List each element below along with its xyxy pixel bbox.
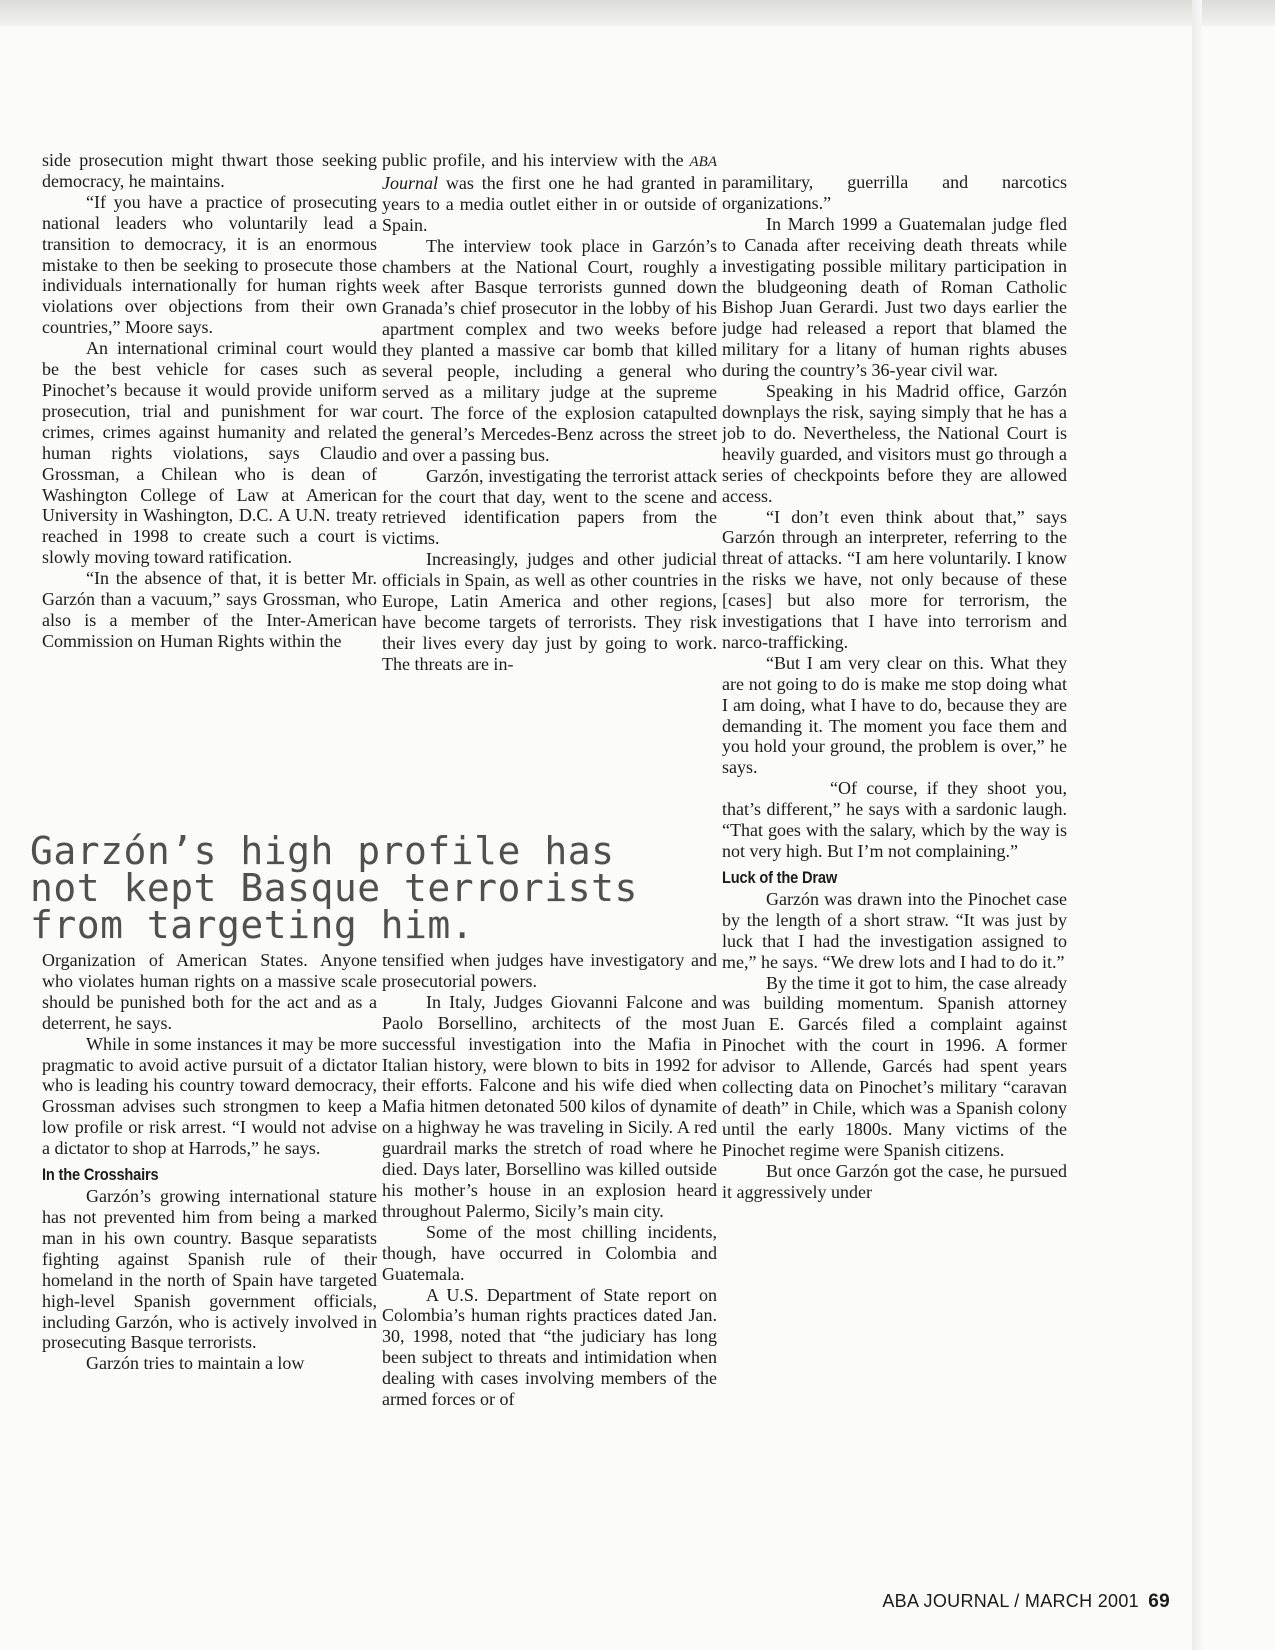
section-heading: Luck of the Draw xyxy=(722,867,838,887)
publication-name-abbr: ABA xyxy=(689,154,717,170)
paragraph xyxy=(382,150,717,236)
section-heading: In the Crosshairs xyxy=(42,1165,159,1185)
paragraph: Organization of American States. Anyone who violates human rights on a massive scale should be punished both for the act and as a deterrent, he says. xyxy=(42,950,377,1033)
column-1-upper xyxy=(42,150,377,754)
paragraph: Speaking in his Madrid office, Garzón downplays the risk, saying simply that he has a job to do. Nevertheless, the National Court is heavily guarded, and visitors must go through a series of checkpoints before they are allowed access. xyxy=(722,381,1067,506)
column-2-upper xyxy=(382,150,717,754)
paragraph: By the time it got to him, the case already was building momentum. Spanish attorney Juan E. Garcés filed a complaint against Pinochet with the court in 1996. A former advisor to Allende, Garcés had spent years collecting data on Pinochet’s military “caravan of death” in Chile, which was a Spanish colony until the early 1800s. Many victims of the Pinochet regime were Spanish citizens. xyxy=(722,972,1067,1160)
paragraph: In Italy, Judges Giovanni Falcone and Paolo Borsellino, architects of the most successful investigation into the Mafia in Italian history, were blown to bits in 1992 for their efforts. Falcone and his wife died when Mafia hitmen detonated 500 kilos of dynamite on a highway he was traveling in Sicily. A red guardrail marks the stretch of road where he died. Days later, Borsellino was killed outside his mother’s house in an explosion heard throughout Palermo, Sicily’s main city. xyxy=(382,991,717,1221)
paragraph: In March 1999 a Guatemalan judge fled to Canada after receiving death threats while investigating possible military participation in the bludgeoning death of Roman Catholic Bishop Juan Gerardi. Just two days earlier the judge had released a report that blamed the military for a litany of human rights abuses during the country’s 36-year civil war. xyxy=(722,213,1067,381)
paragraph: An international criminal court would be the best vehicle for cases such as Pinochet’s because it would provide uniform prosecution, trial and punishment for war crimes, crimes against humanity and related human rights violations, says Claudio Grossman, a Chilean who is dean of Washington College of Law at American University in Washington, D.C. A U.N. treaty reached in 1998 to create such a court is slowly moving toward ratification. xyxy=(42,338,377,568)
paragraph: Garzón, investigating the terrorist attack for the court that day, went to the scene and retrieved identification papers from the victims. xyxy=(382,465,717,549)
paragraph: “I don’t even think about that,” says Garzón through an interpreter, referring to the threat of attacks. “I am here voluntarily. I know the risks we have, not only because of these [cases] but also more for terrorism, the investigations that I have into terrorism and narco-trafficking. xyxy=(722,506,1067,652)
column-2-lower xyxy=(382,950,717,1462)
paragraph: tensified when judges have investigatory and prosecutorial powers. xyxy=(382,950,717,991)
page-footer xyxy=(810,1591,1170,1613)
paragraph: While in some instances it may be more pragmatic to avoid active pursuit of a dictator who is leading his country toward democracy, Grossman advises such strongmen to keep a low profile or risk arrest. “I would not advise a dictator to shop at Harrods,” he says. xyxy=(42,1033,377,1159)
paragraph: A U.S. Department of State report on Colombia’s human rights practices dated Jan. 30, 1998, noted that “the judiciary has long been subject to threats and intimidation when dealing with cases involving members of the armed forces or of xyxy=(382,1284,717,1410)
paragraph: paramilitary, guerrilla and narcotics organizations.” xyxy=(722,172,1067,213)
publication-name: Journal xyxy=(382,172,438,193)
column-1-lower xyxy=(42,950,377,1462)
paragraph-text: was the first one he had granted in years to a media outlet either in or outside of Spain. xyxy=(382,172,717,235)
paragraph: side prosecution might thwart those seeking democracy, he maintains. xyxy=(42,150,377,191)
paragraph: Garzón’s growing international stature has not prevented him from being a marked man in his own country. Basque separatists fighting against Spanish rule of their homeland in the north of Spain have targeted high-level Spanish government officials, including Garzón, who is actively involved in prosecuting Basque terrorists. xyxy=(42,1186,377,1353)
paragraph: Garzón tries to maintain a low xyxy=(86,1353,305,1374)
page-number: 69 xyxy=(1148,1591,1170,1612)
scan-top-edge xyxy=(0,0,1275,26)
paragraph: “If you have a practice of prosecuting national leaders who voluntarily lead a transition to democracy, it is an enormous mistake to then be seeking to prosecute those individuals internationally for human rights violations over objections from their own countries,” Moore says. xyxy=(42,191,377,338)
pull-quote: Garzón’s high profile has not kept Basque terrorists from targeting him. xyxy=(30,829,638,947)
paragraph-text: public profile, and his interview with the xyxy=(382,150,690,170)
paragraph: But once Garzón got the case, he pursued it aggressively under xyxy=(722,1160,1067,1202)
paragraph: Increasingly, judges and other judicial officials in Spain, as well as other countries in Europe, Latin America and other regions, have become targets of terrorists. They risk their lives every day just by going to work. The threats are in- xyxy=(382,549,717,674)
publication-line: ABA JOURNAL / MARCH 2001 xyxy=(882,1591,1139,1611)
paragraph: “But I am very clear on this. What they are not going to do is make me stop doing what I am doing, what I have to do, because they are demanding it. The moment you face them and you hold your ground, the problem is over,” he says. xyxy=(722,652,1067,778)
paragraph: Garzón was drawn into the Pinochet case by the length of a short straw. “It was just by luck that I had the investigation assigned to me,” he says. “We drew lots and I had to do it.” xyxy=(722,888,1067,972)
column-3 xyxy=(722,172,1067,1462)
paragraph: The interview took place in Garzón’s chambers at the National Court, roughly a week after Basque terrorists gunned down Granada’s chief prosecutor in the lobby of his apartment complex and two weeks before they planted a massive car bomb that killed several people, including a general who served as a military judge at the supreme court. The force of the explosion catapulted the general’s Mercedes-Benz across the street and over a passing bus. xyxy=(382,235,717,465)
paragraph: “In the absence of that, it is better Mr. Garzón than a vacuum,” says Grossman, who also is a member of the Inter-American Commission on Human Rights within the xyxy=(42,568,377,651)
scan-binding-strip xyxy=(1192,0,1202,1650)
paragraph: “Of course, if they shoot you, that’s different,” he says with a sardonic laugh. “That goes with the salary, which by the way is not very high. But I’m not complaining.” xyxy=(722,778,1067,861)
paragraph: Some of the most chilling incidents, though, have occurred in Colombia and Guatemala. xyxy=(382,1221,717,1284)
